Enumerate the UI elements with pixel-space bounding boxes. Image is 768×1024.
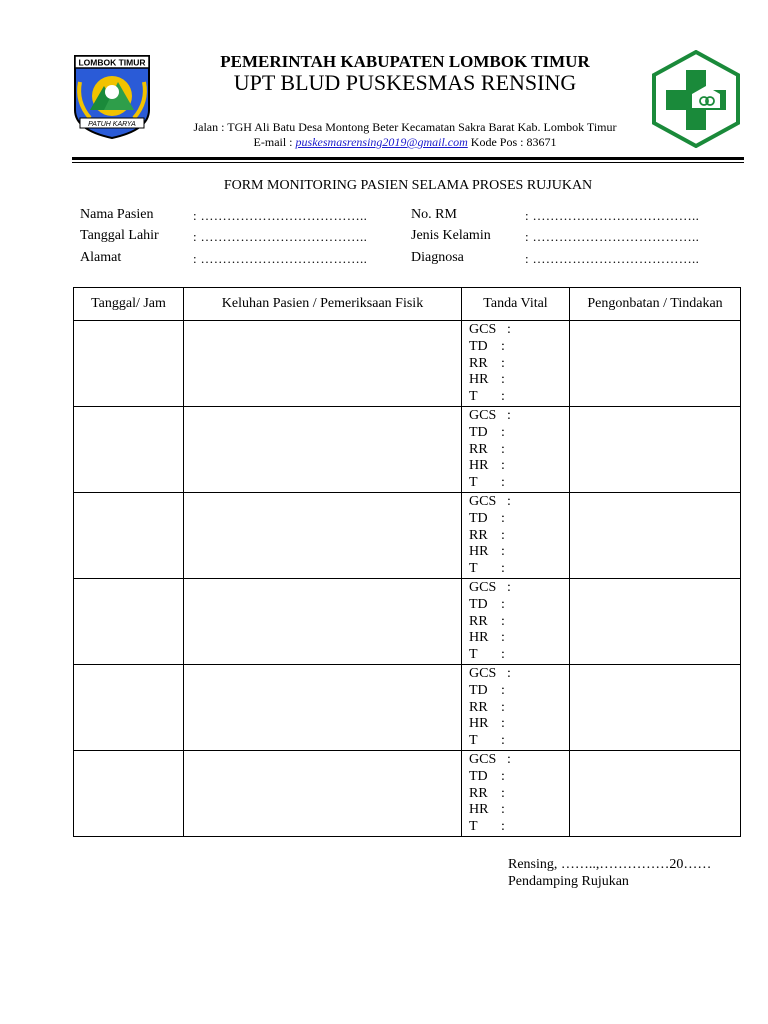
table-header-row	[74, 288, 741, 321]
cell-tanda-vital	[462, 750, 570, 836]
cell-keluhan[interactable]	[184, 750, 462, 836]
vital-label: TD	[469, 424, 488, 440]
table-row	[74, 750, 741, 836]
vital-line-gcs[interactable]	[469, 322, 569, 339]
vital-colon: :	[501, 613, 505, 629]
vital-colon: :	[501, 819, 505, 835]
vital-label: GCS	[469, 751, 497, 767]
vital-line-td[interactable]	[469, 683, 569, 700]
vital-label: T	[469, 819, 478, 835]
vital-label: RR	[469, 785, 488, 801]
cell-tanda-vital	[462, 492, 570, 578]
vital-label: GCS	[469, 322, 497, 337]
vital-label: T	[469, 475, 478, 491]
cell-tanggal-jam[interactable]	[74, 492, 184, 578]
vital-colon: :	[501, 682, 505, 698]
vital-line-hr[interactable]	[469, 716, 569, 733]
vital-label: RR	[469, 699, 488, 715]
vital-line-rr[interactable]	[469, 700, 569, 717]
cell-tanda-vital	[462, 664, 570, 750]
vital-colon: :	[501, 510, 505, 526]
vital-label: HR	[469, 630, 489, 646]
vital-colon: :	[501, 389, 505, 405]
vital-label: TD	[469, 682, 488, 698]
vital-line-td[interactable]	[469, 339, 569, 356]
vital-colon: :	[501, 733, 505, 749]
header-address: Jalan : TGH Ali Batu Desa Montong Beter Kecamatan Sakra Barat Kab. Lombok Timur	[193, 120, 617, 134]
table-row	[74, 664, 741, 750]
vital-line-td[interactable]	[469, 425, 569, 442]
header-government-name: PEMERINTAH KABUPATEN LOMBOK TIMUR	[220, 52, 590, 71]
vital-line-gcs[interactable]	[469, 752, 569, 769]
cell-tanggal-jam[interactable]	[74, 664, 184, 750]
vital-colon: :	[501, 699, 505, 715]
vital-label: T	[469, 647, 478, 663]
vital-colon: :	[501, 372, 505, 388]
header-institution-name: UPT BLUD PUSKESMAS RENSING	[233, 70, 577, 95]
field-no-rm[interactable]: : ………………………………..	[525, 208, 700, 223]
header-contact	[150, 135, 660, 150]
vital-label: GCS	[469, 579, 497, 595]
vital-label: TD	[469, 596, 488, 612]
vital-line-t[interactable]	[469, 733, 569, 750]
field-tanggal-lahir[interactable]: : ………………………………..	[193, 229, 368, 244]
vital-label: HR	[469, 802, 489, 818]
vital-line-hr[interactable]	[469, 630, 569, 647]
vital-colon: :	[501, 475, 505, 491]
vital-line-td[interactable]	[469, 769, 569, 786]
vital-colon: :	[501, 630, 505, 646]
vital-colon: :	[501, 768, 505, 784]
vital-line-td[interactable]	[469, 597, 569, 614]
vital-label: RR	[469, 441, 488, 457]
vital-label: TD	[469, 338, 488, 354]
vital-line-hr[interactable]	[469, 802, 569, 819]
vital-line-rr[interactable]	[469, 442, 569, 459]
vital-label: GCS	[469, 665, 497, 681]
cell-tanggal-jam[interactable]	[74, 321, 184, 407]
vital-colon: :	[501, 338, 505, 354]
vital-line-t[interactable]	[469, 561, 569, 578]
cell-keluhan[interactable]	[184, 321, 462, 407]
label-jenis-kelamin: Jenis Kelamin	[411, 228, 491, 243]
header-rule-thin	[72, 162, 744, 163]
table-row	[74, 321, 741, 407]
vital-colon: :	[501, 441, 505, 457]
cell-pengobatan[interactable]	[570, 578, 741, 664]
crest-top-text: LOMBOK TIMUR	[78, 57, 146, 68]
vital-label: T	[469, 389, 478, 405]
label-nama-pasien: Nama Pasien	[80, 207, 154, 222]
field-diagnosa[interactable]: : ………………………………..	[525, 251, 700, 266]
header-rule-thick	[72, 157, 744, 160]
vital-colon: :	[501, 802, 505, 818]
vital-colon: :	[507, 751, 511, 767]
col-header-pengobatan: Pengonbatan / Tindakan	[570, 288, 741, 321]
vital-colon: :	[501, 716, 505, 732]
cell-pengobatan[interactable]	[570, 750, 741, 836]
cell-pengobatan[interactable]	[570, 492, 741, 578]
cell-keluhan[interactable]	[184, 664, 462, 750]
vital-line-rr[interactable]	[469, 786, 569, 803]
label-diagnosa: Diagnosa	[411, 250, 464, 265]
vital-line-hr[interactable]	[469, 372, 569, 389]
vital-line-td[interactable]	[469, 511, 569, 528]
vital-colon: :	[501, 785, 505, 801]
vital-label: HR	[469, 372, 489, 388]
vital-line-gcs[interactable]	[469, 408, 569, 425]
col-header-keluhan: Keluhan Pasien / Pemeriksaan Fisik	[184, 288, 462, 321]
crest-motto-text: PATUH KARYA	[88, 121, 136, 128]
vital-line-gcs[interactable]	[469, 580, 569, 597]
vital-label: HR	[469, 458, 489, 474]
vital-colon: :	[501, 458, 505, 474]
vital-colon: :	[507, 665, 511, 681]
vital-label: RR	[469, 355, 488, 371]
vital-colon: :	[501, 561, 505, 577]
cell-tanggal-jam[interactable]	[74, 406, 184, 492]
vital-line-t[interactable]	[469, 389, 569, 406]
cell-keluhan[interactable]	[184, 406, 462, 492]
vital-colon: :	[507, 322, 511, 337]
cell-tanda-vital	[462, 321, 570, 407]
vital-colon: :	[507, 579, 511, 595]
cell-keluhan[interactable]	[184, 578, 462, 664]
postal-code: Kode Pos : 83671	[470, 135, 557, 149]
table-row	[74, 406, 741, 492]
email-link[interactable]: puskesmasrensing2019@gmail.com	[295, 135, 468, 149]
vital-line-hr[interactable]	[469, 544, 569, 561]
cell-pengobatan[interactable]	[570, 321, 741, 407]
vital-colon: :	[501, 527, 505, 543]
vital-label: GCS	[469, 493, 497, 509]
cell-tanda-vital	[462, 578, 570, 664]
cell-tanggal-jam[interactable]	[74, 750, 184, 836]
email-label: E-mail :	[253, 135, 293, 149]
vital-colon: :	[501, 355, 505, 371]
vital-label: HR	[469, 544, 489, 560]
vital-line-gcs[interactable]	[469, 666, 569, 683]
monitoring-table	[73, 287, 741, 837]
table-row	[74, 578, 741, 664]
field-nama-pasien[interactable]: : ………………………………..	[193, 208, 368, 223]
vital-colon: :	[507, 407, 511, 423]
puskesmas-logo	[650, 50, 742, 148]
label-tanggal-lahir: Tanggal Lahir	[80, 228, 159, 243]
vital-colon: :	[501, 544, 505, 560]
vital-colon: :	[501, 596, 505, 612]
field-jenis-kelamin[interactable]: : ………………………………..	[525, 229, 700, 244]
vital-label: HR	[469, 716, 489, 732]
vital-line-rr[interactable]	[469, 614, 569, 631]
signature-role: Pendamping Rujukan	[508, 874, 629, 889]
vital-line-rr[interactable]	[469, 356, 569, 373]
vital-line-hr[interactable]	[469, 458, 569, 475]
vital-colon: :	[501, 424, 505, 440]
vital-label: RR	[469, 613, 488, 629]
vital-line-t[interactable]	[469, 819, 569, 836]
vital-label: T	[469, 733, 478, 749]
vital-line-rr[interactable]	[469, 528, 569, 545]
vital-line-gcs[interactable]	[469, 494, 569, 511]
form-title: FORM MONITORING PASIEN SELAMA PROSES RUJUKAN	[223, 178, 593, 193]
vital-line-t[interactable]	[469, 475, 569, 492]
label-alamat: Alamat	[80, 250, 122, 265]
vital-label: RR	[469, 527, 488, 543]
cell-tanggal-jam[interactable]	[74, 578, 184, 664]
cell-pengobatan[interactable]	[570, 664, 741, 750]
vital-colon: :	[507, 493, 511, 509]
vital-line-t[interactable]	[469, 647, 569, 664]
label-no-rm: No. RM	[411, 207, 457, 222]
vital-label: TD	[469, 768, 488, 784]
cell-pengobatan[interactable]	[570, 406, 741, 492]
col-header-tanda-vital: Tanda Vital	[462, 288, 570, 321]
vital-label: TD	[469, 510, 488, 526]
cell-tanda-vital	[462, 406, 570, 492]
vital-colon: :	[501, 647, 505, 663]
vital-label: T	[469, 561, 478, 577]
field-alamat[interactable]: : ………………………………..	[193, 251, 368, 266]
col-header-tanggal-jam: Tanggal/ Jam	[74, 288, 184, 321]
cell-keluhan[interactable]	[184, 492, 462, 578]
table-row	[74, 492, 741, 578]
lombok-timur-crest-logo	[72, 52, 152, 140]
signature-place-date: Rensing, ……..,……………20……	[508, 857, 712, 872]
vital-label: GCS	[469, 407, 497, 423]
